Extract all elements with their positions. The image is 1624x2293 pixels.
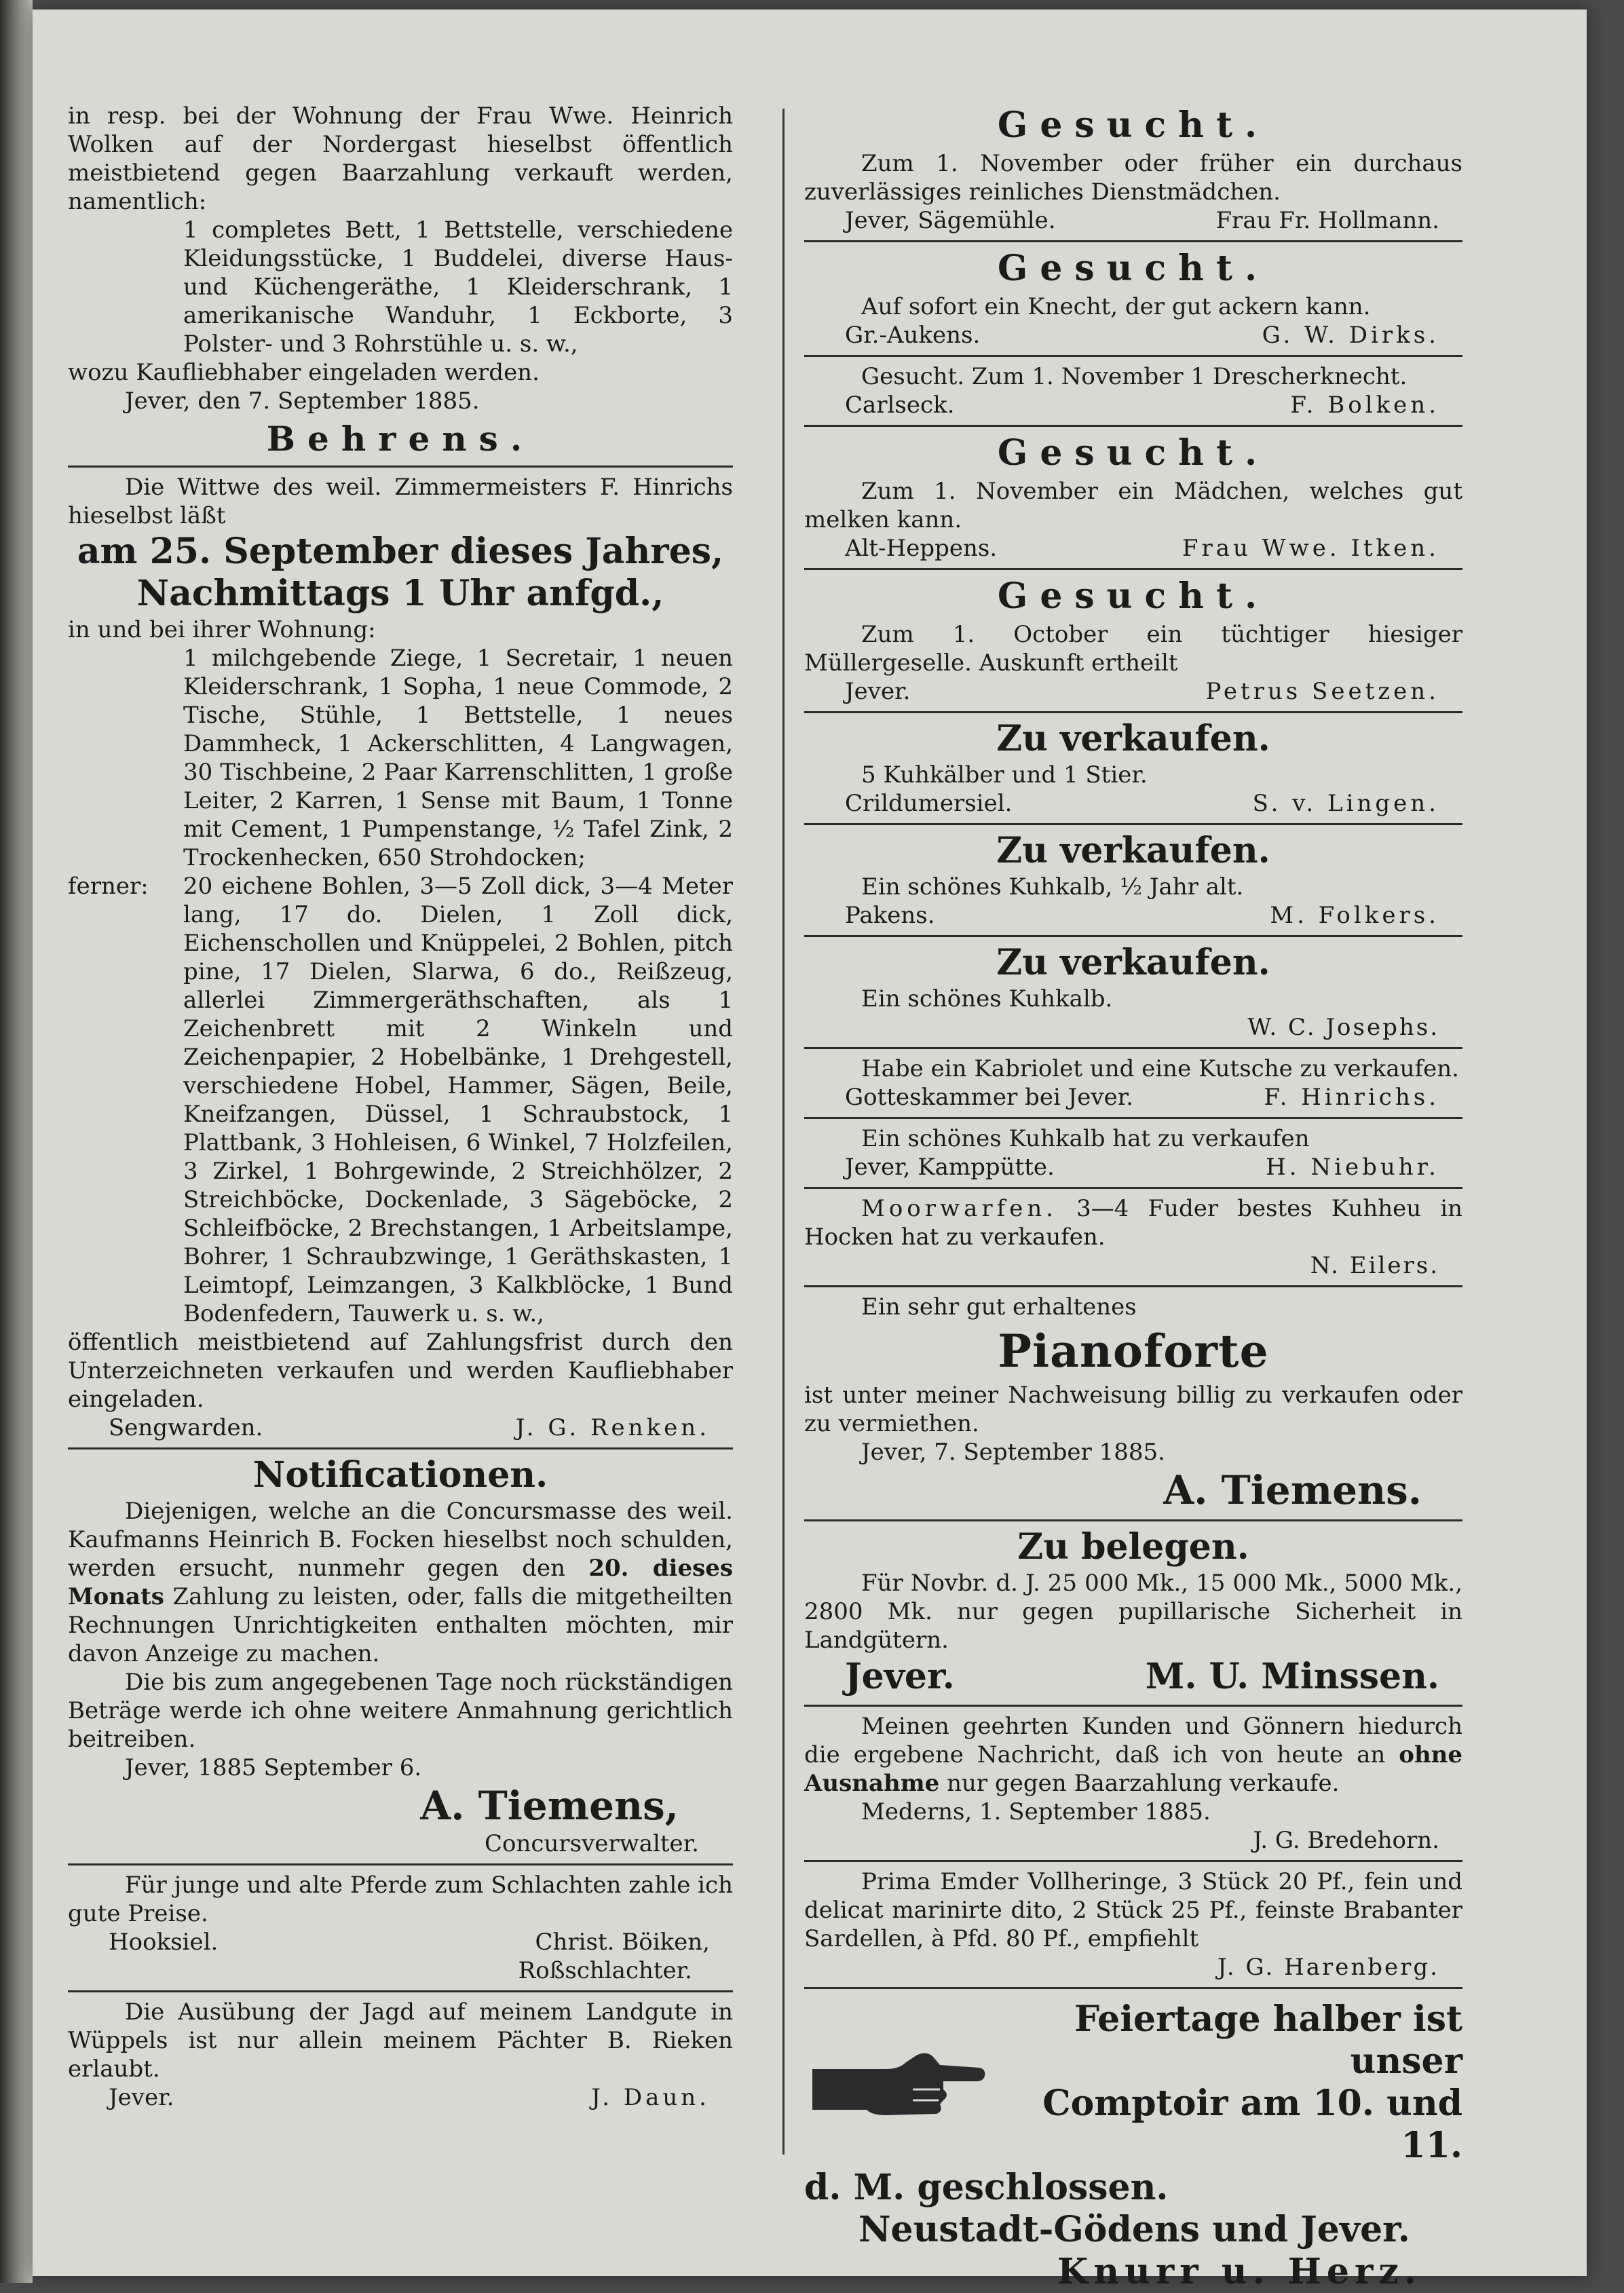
name: W. C. Josephs. bbox=[1247, 1014, 1439, 1041]
text-part: Zahlung zu leisten, oder, falls die mitgetheilten Rechnungen Unrichtigkeiten enthalten möchten, mir davon Anzeige zu machen. bbox=[68, 1583, 733, 1667]
signature-line bbox=[804, 901, 1462, 930]
place: Gotteskammer bei Jever. bbox=[845, 1084, 1134, 1111]
emphasis-date: 20. dieses Monats bbox=[68, 1555, 733, 1610]
pointing-hand-icon bbox=[804, 2042, 987, 2123]
divider bbox=[804, 1187, 1462, 1189]
notifications-heading: Notificationen. bbox=[252, 1454, 548, 1496]
divider bbox=[804, 425, 1462, 427]
notifications-paragraph bbox=[68, 1497, 733, 1668]
place: Jever. bbox=[109, 2084, 174, 2111]
auction-intro: in resp. bei der Wohnung der Frau Wwe. Heinrich Wolken auf der Nordergast hieselbst öffentlich meistbietend gegen Baarzahlung verkauft werden, namentlich: bbox=[68, 102, 733, 215]
ad-pianoforte bbox=[804, 1293, 1462, 1514]
name: M. U. Minssen. bbox=[1145, 1656, 1439, 1697]
ferner-label: ferner: bbox=[68, 873, 149, 900]
ad-date: Jever, 7. September 1885. bbox=[861, 1439, 1165, 1466]
text-part: Diejenigen, welche an die Concursmasse des weil. Kaufmanns Heinrich B. Focken hieselbst noch schulden, werden ersucht, nunmehr gegen den bbox=[68, 1498, 733, 1582]
auction-items: 1 completes Bett, 1 Bettstelle, verschiedene Kleidungsstücke, 1 Buddelei, diverse Haus- und Küchengeräthe, 1 Kleiderschrank, 1 amerikanische Wanduhr, 1 Eckborte, 3 Polster- und 3 Rohrstühle u. s. w., bbox=[183, 216, 733, 358]
signature-line bbox=[804, 1153, 1462, 1181]
ad-heading: Gesucht. bbox=[997, 432, 1270, 474]
feiertage-lines bbox=[987, 1998, 1462, 2167]
ad-verkauf-josephs bbox=[804, 943, 1462, 1042]
place: Pakens. bbox=[845, 902, 935, 929]
auction-place: in und bei ihrer Wohnung: bbox=[68, 616, 376, 643]
right-column bbox=[804, 102, 1462, 2293]
signature-line bbox=[804, 789, 1462, 818]
auction-date: Jever, den 7. September 1885. bbox=[125, 387, 480, 415]
place: Sengwarden. bbox=[109, 1414, 263, 1441]
ad-text: Zum 1. November oder früher ein durchaus zuverlässiges reinliches Dienstmädchen. bbox=[804, 150, 1462, 206]
ad-text: Gesucht. Zum 1. November 1 Drescherknecht. bbox=[861, 363, 1408, 390]
left-column bbox=[68, 102, 733, 2112]
ad-text: Zum 1. October ein tüchtiger hiesiger Müllergeselle. Auskunft ertheilt bbox=[804, 621, 1462, 677]
notifications-paragraph-2: Die bis zum angegebenen Tage noch rückständigen Beträge werde ich ohne weitere Anmahnung gerichtlich beitreiben. bbox=[68, 1669, 733, 1753]
ad-gesucht-hollmann bbox=[804, 105, 1462, 235]
signature-line bbox=[804, 391, 1462, 419]
name: Frau Wwe. Itken. bbox=[1182, 535, 1439, 562]
name: J. G. Bredehorn. bbox=[1253, 1827, 1439, 1854]
signature-renken: J. G. Renken. bbox=[515, 1414, 710, 1441]
signature-role: Concursverwalter. bbox=[485, 1830, 699, 1857]
ad-kuhkalb-niebuhr bbox=[804, 1124, 1462, 1181]
name: Petrus Seetzen. bbox=[1205, 678, 1439, 705]
divider bbox=[68, 466, 733, 468]
ad-text bbox=[804, 1194, 1462, 1251]
divider bbox=[804, 1519, 1462, 1521]
place: Alt-Heppens. bbox=[845, 535, 998, 562]
name: G. W. Dirks. bbox=[1262, 322, 1439, 349]
place: Hooksiel. bbox=[109, 1929, 219, 1956]
feiertage-line-2: Comptoir am 10. und 11. bbox=[1042, 2083, 1462, 2166]
ad-feiertage bbox=[804, 1998, 1462, 2293]
auction-ferner-list bbox=[68, 872, 733, 1328]
ad-heading: Zu belegen. bbox=[1017, 1526, 1249, 1568]
ad-heading: Gesucht. bbox=[997, 248, 1270, 289]
divider bbox=[804, 355, 1462, 357]
place: Moorwarfen. bbox=[861, 1195, 1058, 1222]
ad-kabriolet bbox=[804, 1055, 1462, 1112]
notifications-date: Jever, 1885 September 6. bbox=[125, 1754, 422, 1781]
ad-text: Prima Emder Vollheringe, 3 Stück 20 Pf., fein und delicat marinirte dito, 2 Stück 25 Pf., feinste Brabanter Sardellen, à Pfd. 80 Pf., empfiehlt bbox=[804, 1868, 1462, 1952]
hunting-notice bbox=[68, 1998, 733, 2112]
ad-text: Zum 1. November ein Mädchen, welches gut melken kann. bbox=[804, 478, 1462, 533]
ad-intro: Ein sehr gut erhaltenes bbox=[861, 1293, 1137, 1321]
place: Jever, Sägemühle. bbox=[845, 207, 1056, 234]
signature-tiemens: A. Tiemens. bbox=[1163, 1467, 1422, 1513]
place: Jever. bbox=[845, 1656, 955, 1697]
feiertage-name: Knurr u. Herz. bbox=[1057, 2251, 1422, 2292]
notifications-notice bbox=[68, 1455, 733, 1858]
divider bbox=[804, 1860, 1462, 1862]
signature-line bbox=[804, 321, 1462, 349]
ad-text: Ein schönes Kuhkalb. bbox=[861, 985, 1113, 1012]
ad-moorwarfen bbox=[804, 1194, 1462, 1280]
divider bbox=[68, 1447, 733, 1449]
auction-intro: Die Wittwe des weil. Zimmermeisters F. Hinrichs hieselbst läßt bbox=[68, 474, 733, 529]
feiertage-place: Neustadt-Gödens und Jever. bbox=[858, 2209, 1410, 2250]
ad-heading: Zu verkaufen. bbox=[996, 718, 1270, 759]
auction-hinrichs bbox=[68, 473, 733, 1442]
text-part: nur gegen Baarzahlung verkaufe. bbox=[947, 1770, 1340, 1797]
place: Gr.-Aukens. bbox=[845, 322, 981, 349]
signature-line bbox=[68, 2083, 733, 2112]
signature-line bbox=[804, 1654, 1462, 1699]
name: Christ. Böiken, bbox=[535, 1929, 710, 1956]
hunting-text: Die Ausübung der Jagd auf meinem Landgute in Wüppels ist nur allein meinem Pächter B. Rieken erlaubt. bbox=[68, 1998, 733, 2083]
signature-line bbox=[68, 1928, 733, 1956]
ad-heading: Zu verkaufen. bbox=[996, 942, 1270, 983]
auction-time-line: Nachmittags 1 Uhr anfgd., bbox=[136, 573, 664, 614]
name: F. Bolken. bbox=[1290, 392, 1439, 419]
ad-harenberg bbox=[804, 1868, 1462, 1982]
ad-text: ist unter meiner Nachweisung billig zu verkaufen oder zu vermiethen. bbox=[804, 1382, 1462, 1437]
ad-text: Ein schönes Kuhkalb, ½ Jahr alt. bbox=[861, 873, 1244, 901]
emphasis: ohne Ausnahme bbox=[804, 1741, 1463, 1797]
horses-ad bbox=[68, 1871, 733, 1985]
name: F. Hinrichs. bbox=[1264, 1084, 1439, 1111]
ad-heading: Pianoforte bbox=[998, 1325, 1269, 1378]
column-divider bbox=[782, 109, 785, 2155]
signature-line bbox=[804, 534, 1462, 563]
ad-verkauf-folkers bbox=[804, 831, 1462, 930]
name: H. Niebuhr. bbox=[1266, 1154, 1439, 1181]
divider bbox=[804, 935, 1462, 937]
ad-bredehorn bbox=[804, 1712, 1462, 1855]
ad-heading: Gesucht. bbox=[997, 575, 1270, 617]
divider bbox=[804, 1705, 1462, 1707]
auction-closing: wozu Kaufliebhaber eingeladen werden. bbox=[68, 359, 540, 386]
auction-wolken bbox=[68, 102, 733, 460]
ad-heading: Zu verkaufen. bbox=[996, 830, 1270, 871]
auction-date-line: am 25. September dieses Jahres, bbox=[77, 531, 724, 572]
ad-gesucht-bolken bbox=[804, 362, 1462, 419]
place: Jever, Kamppütte. bbox=[845, 1154, 1055, 1181]
signature-line bbox=[804, 677, 1462, 706]
text: 3—4 Fuder bestes Kuhheu in Hocken hat zu verkaufen. bbox=[804, 1195, 1462, 1251]
signature-tiemens: A. Tiemens, bbox=[420, 1783, 679, 1829]
auction-items: 1 milchgebende Ziege, 1 Secretair, 1 neuen Kleiderschrank, 1 Sopha, 1 neue Commode, 2 Tische, Stühle, 1 Bettstelle, 1 neues Dammheck, 1 Ackerschlitten, 4 Langwagen, 30 Tischbeine, 2 Paar Karrenschlitten, 1 große Leiter, 2 Karren, 1 Sense mit Baum, 1 Tonne mit Cement, 1 Pumpenstange, ½ Tafel Zink, 2 Trockenhecken, 650 Strohdocken; bbox=[183, 645, 733, 871]
divider bbox=[804, 1987, 1462, 1989]
name: Frau Fr. Hollmann. bbox=[1215, 207, 1439, 234]
ad-belegen bbox=[804, 1527, 1462, 1699]
horses-text: Für junge und alte Pferde zum Schlachten zahle ich gute Preise. bbox=[68, 1872, 733, 1927]
ad-text: 5 Kuhkälber und 1 Stier. bbox=[861, 761, 1148, 789]
divider bbox=[68, 1863, 733, 1865]
ad-text bbox=[804, 1712, 1462, 1798]
divider bbox=[804, 568, 1462, 570]
text-part: Meinen geehrten Kunden und Gönnern hiedurch die ergebene Nachricht, daß ich von heute an bbox=[804, 1713, 1462, 1768]
ad-text: Habe ein Kabriolet und eine Kutsche zu verkaufen. bbox=[861, 1055, 1459, 1082]
feiertage-line-1: Feiertage halber ist unser bbox=[1074, 1998, 1462, 2082]
divider bbox=[804, 1285, 1462, 1287]
divider bbox=[804, 1117, 1462, 1119]
signature-line bbox=[68, 1414, 733, 1442]
place: Crildumersiel. bbox=[845, 790, 1013, 817]
ad-gesucht-itken bbox=[804, 432, 1462, 563]
ad-heading: Gesucht. bbox=[997, 105, 1270, 146]
signature-behrens: Behrens. bbox=[266, 419, 535, 459]
auction-closing: öffentlich meistbietend auf Zahlungsfrist durch den Unterzeichneten verkaufen und werden Kaufliebhaber eingeladen. bbox=[68, 1329, 733, 1413]
ad-text: Auf sofort ein Knecht, der gut ackern kann. bbox=[861, 293, 1371, 320]
book-spine bbox=[0, 0, 33, 2283]
place: Jever. bbox=[845, 678, 911, 705]
signature-line bbox=[804, 206, 1462, 235]
name: J. G. Harenberg. bbox=[1217, 1954, 1439, 1981]
ad-text: Ein schönes Kuhkalb hat zu verkaufen bbox=[861, 1125, 1310, 1152]
name: N. Eilers. bbox=[1310, 1252, 1439, 1279]
name: S. v. Lingen. bbox=[1252, 790, 1439, 817]
divider bbox=[804, 240, 1462, 242]
ad-gesucht-dirks bbox=[804, 248, 1462, 349]
signature-line bbox=[804, 1083, 1462, 1112]
role: Roßschlachter. bbox=[518, 1957, 692, 1984]
ad-text: Für Novbr. d. J. 25 000 Mk., 15 000 Mk., 5000 Mk., 2800 Mk. nur gegen pupillarische Sicherheit in Landgütern. bbox=[804, 1570, 1462, 1654]
divider bbox=[804, 823, 1462, 825]
place: Carlseck. bbox=[845, 392, 955, 419]
ad-gesucht-seetzen bbox=[804, 575, 1462, 706]
ferner-items: 20 eichene Bohlen, 3—5 Zoll dick, 3—4 Meter lang, 17 do. Dielen, 1 Zoll dick, Eichenschollen und Knüppelei, 2 Bohlen, pitch pine, 17 Dielen, Slarwa, 6 do., Reißzeug, allerlei Zimmergeräthschaften, als 1 Zeichenbrett mit 2 Winkeln und Zeichenpapier, 2 Hobelbänke, 1 Drehgestell, verschiedene Hobel, Hammer, Sägen, Beile, Kneifzangen, Düssel, 1 Schraubstock, 1 Plattbank, 3 Hohleisen, 6 Winkel, 7 Holzfeilen, 3 Zirkel, 1 Bohrgewinde, 2 Streichhölzer, 2 Streichböcke, Dockenlade, 3 Sägeböcke, 2 Schleifböcke, 2 Brechstangen, 1 Arbeitslampe, Bohrer, 1 Schraubzwinge, 1 Geräthskasten, 1 Leimtopf, Leimzangen, 3 Kalkblöcke, 1 Bund Bodenfedern, Tauwerk u. s. w., bbox=[183, 873, 733, 1327]
ad-date: Mederns, 1. September 1885. bbox=[861, 1798, 1211, 1825]
divider bbox=[68, 1990, 733, 1992]
divider bbox=[804, 711, 1462, 713]
ad-verkauf-lingen bbox=[804, 719, 1462, 818]
name: M. Folkers. bbox=[1270, 902, 1439, 929]
divider bbox=[804, 1047, 1462, 1049]
feiertage-header bbox=[804, 1998, 1462, 2167]
name: J. Daun. bbox=[591, 2084, 710, 2111]
feiertage-line-3: d. M. geschlossen. bbox=[804, 2167, 1169, 2208]
